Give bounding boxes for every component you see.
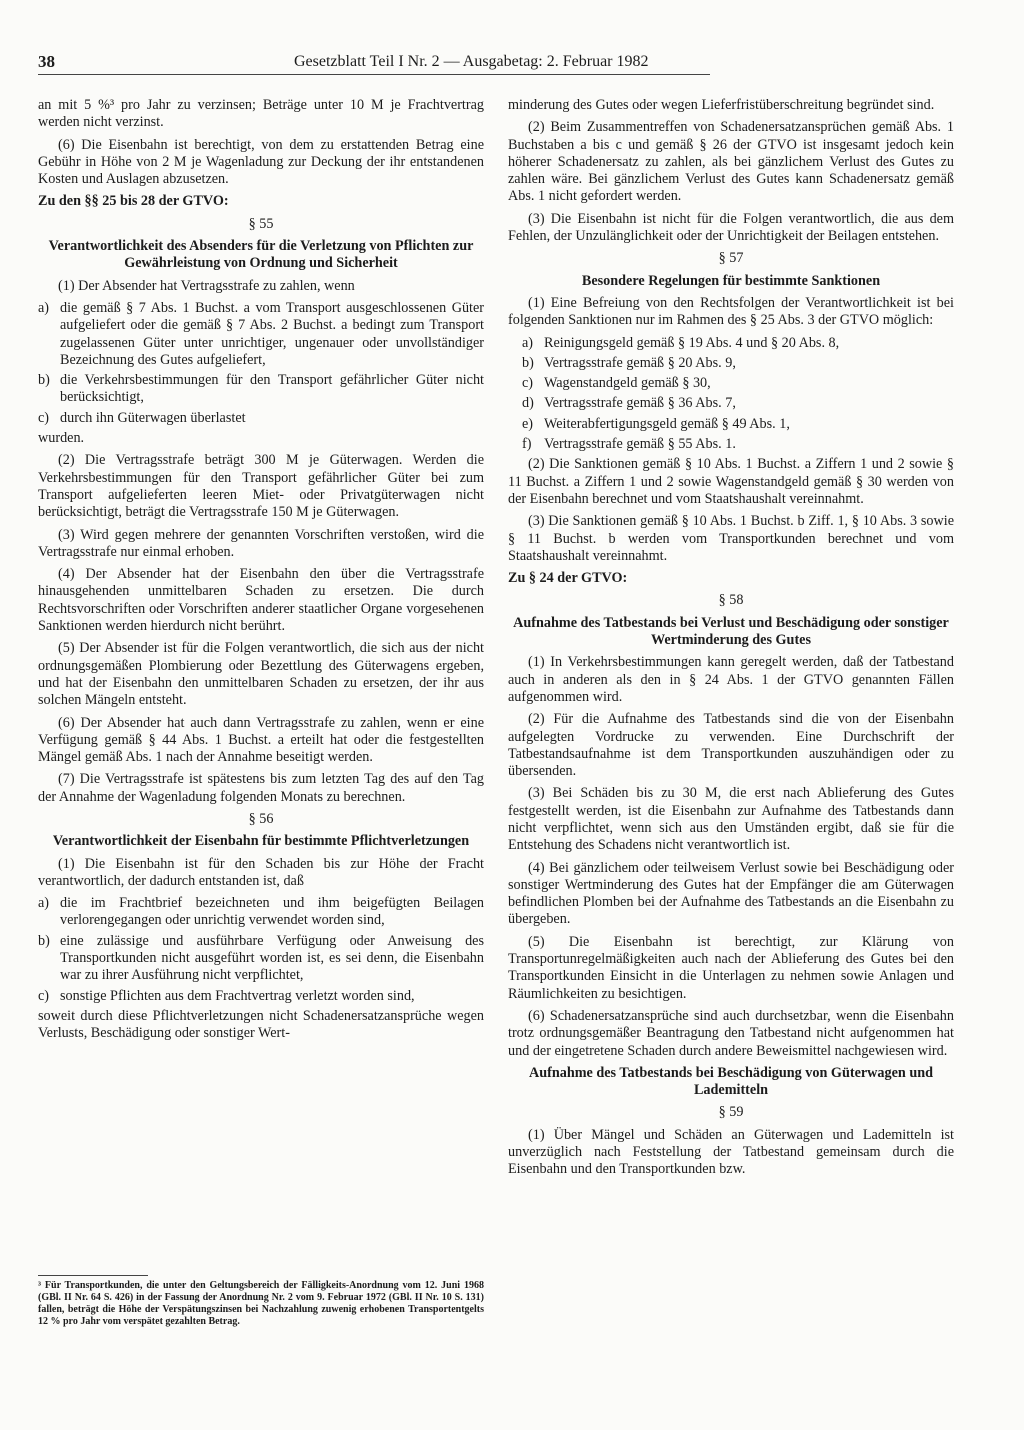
paragraph: (2) Für die Aufnahme des Tatbestands sind die von der Eisenbahn aufgelegten Vordrucke zu verwenden. Eine Durchschrift der Tatbestandsaufnahme ist dem Transportkunden auszuhändigen oder zu übersenden. bbox=[508, 711, 954, 780]
list-item bbox=[522, 416, 954, 433]
list-text: die gemäß § 7 Abs. 1 Buchst. a vom Transport ausgeschlossenen Güter aufgeliefert oder die gemäß § 7 Abs. 2 Buchst. a bedingt zum Transport zugelassenen Güter unter unrichtiger, ungenauer oder unvollständiger Bezeichnung des Gutes aufgeliefert, bbox=[60, 299, 484, 368]
list-text: die Verkehrsbestimmungen für den Transport gefährlicher Güter nicht berücksichtigt, bbox=[60, 372, 484, 406]
left-column bbox=[38, 97, 484, 1048]
paragraph: minderung des Gutes oder wegen Lieferfristüberschreitung begründet sind. bbox=[508, 97, 935, 113]
section-number: § 57 bbox=[718, 250, 744, 267]
list-text: Vertragsstrafe gemäß § 20 Abs. 9, bbox=[544, 354, 736, 371]
list-item bbox=[38, 933, 484, 985]
section-number: § 55 bbox=[248, 215, 274, 232]
paragraph: (2) Die Sanktionen gemäß § 10 Abs. 1 Buchst. a Ziffern 1 und 2 sowie § 11 Buchst. a Ziffern 1 und 2 sowie Wagenstandgeld gemäß § 30 werden von der Eisenbahn berechnet und vom Staatshaushalt vereinnahmt. bbox=[508, 456, 954, 507]
list-text: Weiterabfertigungsgeld gemäß § 49 Abs. 1, bbox=[544, 415, 790, 432]
section-number: § 59 bbox=[718, 1104, 744, 1121]
header-title: Gesetzblatt Teil I Nr. 2 — Ausgabetag: 2. Februar 1982 bbox=[294, 53, 649, 70]
paragraph: (6) Schadenersatzansprüche sind auch durchsetzbar, wenn die Eisenbahn trotz ordnungsgemäßer Beantragung den Tatbestand nicht aufgenommen hat und der eingetretene Schaden durch andere Beweismittel nachgewiesen wird. bbox=[508, 1007, 954, 1059]
paragraph: (1) In Verkehrsbestimmungen kann geregelt werden, daß der Tatbestand auch in anderen als den in § 24 Abs. 1 der GTVO genannten Fällen aufgenommen wird. bbox=[508, 654, 954, 705]
list-item bbox=[38, 410, 484, 427]
paragraph: (1) Der Absender hat Vertragsstrafe zu zahlen, wenn bbox=[58, 277, 355, 294]
paragraph: (2) Beim Zusammentreffen von Schadenersatzansprüchen gemäß Abs. 1 Buchstaben a bis c und gemäß § 26 der GTVO ist insgesamt jedoch kein höherer Schadenersatz zu zahlen, als bei gänzlichem Verlust des Gutes zu zahlen wäre. Bei gänzlichem Verlust des Gutes kann Schadenersatz gemäß Abs. 1 nicht gefordert werden. bbox=[508, 119, 954, 205]
paragraph: soweit durch diese Pflichtverletzungen nicht Schadenersatzansprüche wegen Verlusts, Beschädigung oder sonstiger Wert- bbox=[38, 1007, 484, 1042]
list-text: Wagenstandgeld gemäß § 30, bbox=[544, 375, 711, 392]
list-label: c) bbox=[522, 375, 534, 392]
section-number: § 56 bbox=[248, 810, 274, 827]
section-title: Verantwortlichkeit der Eisenbahn für bestimmte Pflichtverletzungen bbox=[52, 833, 470, 850]
sanction-list bbox=[508, 335, 954, 454]
paragraph: (4) Der Absender hat der Eisenbahn den über die Vertragsstrafe hinausgehenden unmittelbaren Schaden zu ersetzen. Die durch Rechtsvorschriften oder Vorschriften anderer staatlicher Organe vorgesehenen Sanktionen werden hierdurch nicht berührt. bbox=[38, 566, 484, 635]
list-text: Reinigungsgeld gemäß § 19 Abs. 4 und § 20 Abs. 8, bbox=[544, 334, 840, 351]
paragraph: (4) Bei gänzlichem oder teilweisem Verlust sowie bei Beschädigung oder sonstiger Wertminderung des Gutes hat der Empfänger die am Güterwagen befindlichen Plomben bei der Aufnahme des Tatbestands an die Eisenbahn zu übergeben. bbox=[508, 859, 954, 928]
list-item bbox=[38, 300, 484, 369]
footnote-divider bbox=[38, 1275, 148, 1276]
paragraph: (3) Wird gegen mehrere der genannten Vorschriften verstoßen, wird die Vertragsstrafe nur einmal erhoben. bbox=[38, 526, 484, 560]
paragraph: (1) Eine Befreiung von den Rechtsfolgen der Verantwortlichkeit ist bei folgenden Sanktionen nur im Rahmen des § 25 Abs. 3 der GTVO möglich: bbox=[508, 294, 954, 329]
right-column bbox=[508, 97, 954, 1184]
paragraph: (5) Die Eisenbahn ist berechtigt, zur Klärung von Transportunregelmäßigkeiten auch nach der Ablieferung des Gutes bei den Transportkunden Einsicht in die Unterlagen zu nehmen sowie Anlagen und Räumlichkeiten zu besichtigen. bbox=[508, 933, 954, 1002]
section-group-heading: Zu § 24 der GTVO: bbox=[508, 570, 628, 587]
paragraph: (1) Über Mängel und Schäden an Güterwagen und Lademitteln ist unverzüglich nach Feststellung der Tatbestand gemeinsam durch die Eisenbahn und den Transportkunden bzw. bbox=[508, 1126, 954, 1178]
paragraph: (6) Der Absender hat auch dann Vertragsstrafe zu zahlen, wenn er eine Verfügung gemäß § 44 Abs. 1 Buchst. a erteilt hat oder die festgestellten Mängel gemäß Abs. 1 nach der Annahme beseitigt werden. bbox=[38, 714, 484, 766]
section-number: § 58 bbox=[718, 592, 744, 609]
footnote: ³ Für Transportkunden, die unter den Geltungsbereich der Fälligkeits-Anordnung vom 12. Juni 1968 (GBl. II Nr. 64 S. 426) in der Fassung der Anordnung Nr. 2 vom 9. Februar 1972 (GBl. II Nr. 10 S. 131) fallen, beträgt die Höhe der Verspätungszinsen bei Nachzahlung zuwenig erhobenen Transportentgelts 12 % pro Jahr vom verspätet gezahlten Betrag. bbox=[38, 1280, 484, 1327]
list-item bbox=[522, 355, 954, 372]
list-item bbox=[522, 395, 954, 412]
section-title: Verantwortlichkeit des Absenders für die Verletzung von Pflichten zur Gewährleistung von Ordnung und Sicherheit bbox=[48, 238, 474, 272]
list-label: a) bbox=[38, 299, 50, 316]
list-text: Vertragsstrafe gemäß § 55 Abs. 1. bbox=[544, 436, 736, 453]
list-label: e) bbox=[522, 415, 534, 432]
list-text: eine zulässige und ausführbare Verfügung oder Anweisung des Transportkunden nicht ausgeführt worden ist, es sei denn, die Eisenbahn war zu ihrer Ausführung nicht verpflichtet, bbox=[60, 932, 484, 984]
list-text: durch ihn Güterwagen überlastet bbox=[60, 409, 246, 426]
list-label: a) bbox=[38, 895, 50, 912]
list-label: c) bbox=[38, 409, 50, 426]
section-group-heading: Zu den §§ 25 bis 28 der GTVO: bbox=[38, 193, 229, 210]
list-item bbox=[38, 895, 484, 930]
page-header bbox=[38, 52, 710, 75]
list-text: sonstige Pflichten aus dem Frachtvertrag verletzt worden sind, bbox=[60, 987, 415, 1004]
page-number: 38 bbox=[38, 52, 55, 71]
list-label: a) bbox=[522, 334, 534, 351]
list-item bbox=[522, 436, 954, 453]
list-item bbox=[38, 372, 484, 407]
list-item bbox=[522, 375, 954, 392]
paragraph: an mit 5 %³ pro Jahr zu verzinsen; Beträge unter 10 M je Frachtvertrag werden nicht verzinst. bbox=[38, 97, 484, 131]
section-title: Aufnahme des Tatbestands bei Verlust und Beschädigung oder sonstiger Wertminderung des Gutes bbox=[513, 614, 949, 649]
list-text: die im Frachtbrief bezeichneten und ihm beigefügten Beilagen verlorengegangen oder unrichtig verwendet worden sind, bbox=[60, 895, 484, 929]
paragraph: (3) Die Sanktionen gemäß § 10 Abs. 1 Buchst. b Ziff. 1, § 10 Abs. 3 sowie § 11 Buchst. b werden vom Transportkunden berechnet und vom Staatshaushalt vereinnahmt. bbox=[508, 513, 954, 564]
list-label: f) bbox=[522, 436, 532, 453]
paragraph: (7) Die Vertragsstrafe ist spätestens bis zum letzten Tag des auf den Tag der Annahme der Wagenladung folgenden Monats zu berechnen. bbox=[38, 771, 484, 805]
paragraph: wurden. bbox=[38, 430, 85, 447]
list-text: Vertragsstrafe gemäß § 36 Abs. 7, bbox=[544, 395, 736, 412]
list-label: b) bbox=[38, 372, 50, 389]
paragraph: (3) Die Eisenbahn ist nicht für die Folgen verantwortlich, die aus dem Fehlen, der Unzulänglichkeit oder der Unrichtigkeit der Beilagen entstehen. bbox=[508, 210, 954, 245]
list-item bbox=[522, 335, 954, 352]
list-label: b) bbox=[522, 354, 534, 371]
list-label: d) bbox=[522, 395, 534, 412]
list-label: b) bbox=[38, 932, 50, 949]
paragraph: (6) Die Eisenbahn ist berechtigt, von dem zu erstattenden Betrag eine Gebühr in Höhe von 2 M je Wagenladung zur Deckung der ihr entstandenen Kosten und Auslagen abzusetzen. bbox=[38, 136, 484, 188]
paragraph: (1) Die Eisenbahn ist für den Schaden bis zur Höhe der Fracht verantwortlich, der dadurch entstanden ist, daß bbox=[38, 855, 484, 889]
list-item bbox=[38, 988, 484, 1005]
list-label: c) bbox=[38, 987, 50, 1004]
paragraph: (3) Bei Schäden bis zu 30 M, die erst nach Ablieferung des Gutes festgestellt werden, ist die Eisenbahn zur Aufnahme des Tatbestands dann nicht verpflichtet, wenn sich aus den Umständen ergibt, daß sie für die Entstehung des Schadens nicht verantwortlich ist. bbox=[508, 785, 954, 854]
section-title: Aufnahme des Tatbestands bei Beschädigung von Güterwagen und Lademitteln bbox=[528, 1064, 934, 1099]
paragraph: (2) Die Vertragsstrafe beträgt 300 M je Güterwagen. Werden die Verkehrsbestimmungen für den Transport gefährlicher Güter bei zum Transport aufgelieferten leeren Miet- oder Privatgüterwagen nicht berücksichtigt, beträgt die Vertragsstrafe 150 M je Güterwagen. bbox=[38, 452, 484, 521]
section-title: Besondere Regelungen für bestimmte Sanktionen bbox=[581, 272, 881, 289]
paragraph: (5) Der Absender ist für die Folgen verantwortlich, die sich aus der nicht ordnungsgemäßen Plombierung oder Bezettlung des Güterwagens ergeben, und hat der Eisenbahn den unmittelbaren Schaden zu ersetzen, der ihr aus solchen Mängeln entsteht. bbox=[38, 640, 484, 709]
